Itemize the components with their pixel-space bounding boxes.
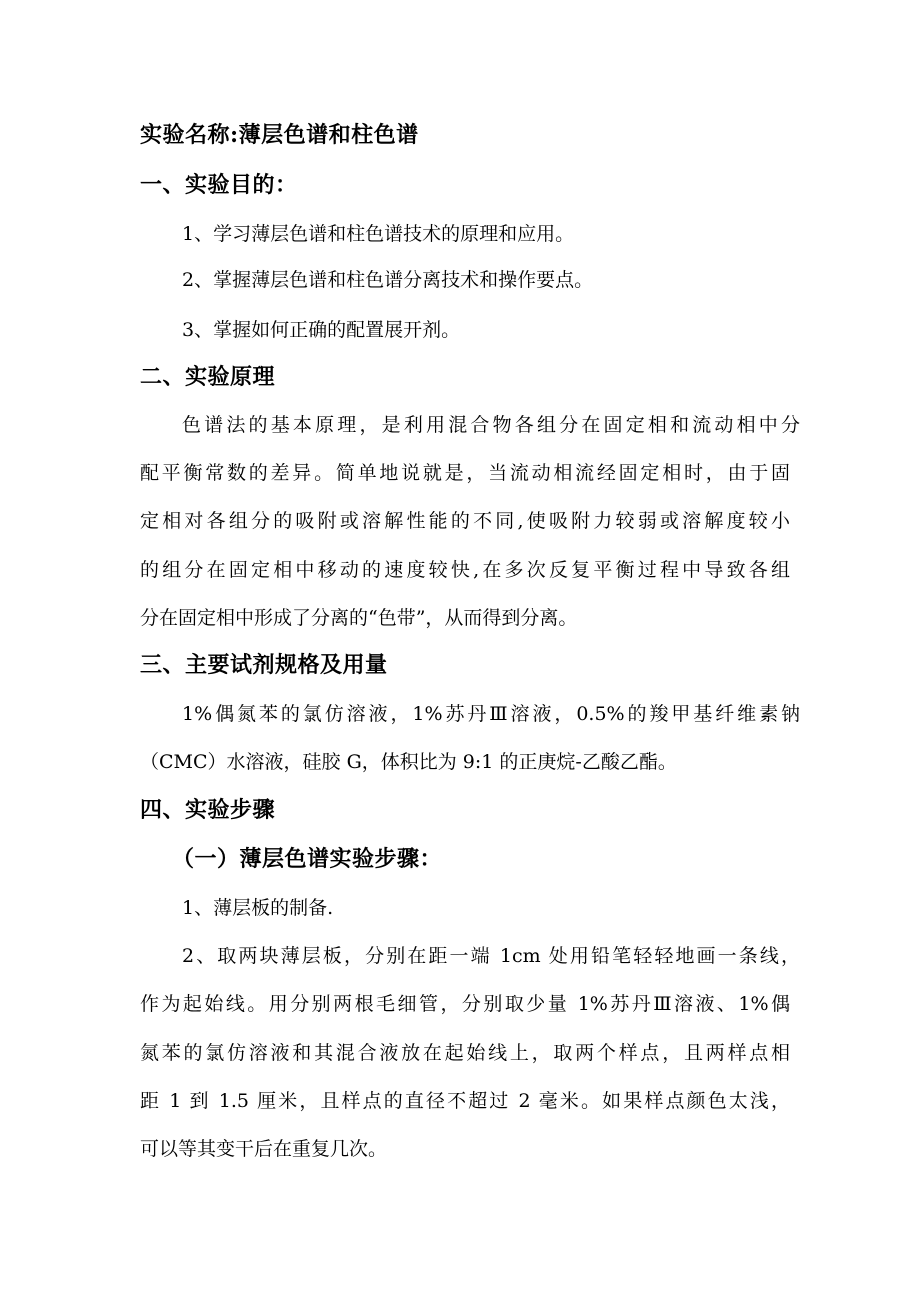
reagents-line: 1%偶氮苯的氯仿溶液，1%苏丹Ⅲ溶液，0.5%的羧甲基纤维素钠 [182, 703, 800, 725]
purpose-item: 2、掌握薄层色谱和柱色谱分离技术和操作要点。 [182, 269, 594, 291]
purpose-item: 3、掌握如何正确的配置展开剂。 [182, 319, 461, 341]
section-heading-steps: 四、实验步骤 [140, 797, 276, 823]
step-2-line: 作为起始线。用分别两根毛细管，分别取少量 1%苏丹Ⅲ溶液、1%偶 [140, 993, 790, 1015]
principle-line: 配平衡常数的差异。简单地说就是，当流动相流经固定相时，由于固 [140, 462, 790, 484]
principle-line: 的组分在固定相中移动的速度较快,在多次反复平衡过程中导致各组 [140, 559, 790, 581]
principle-line: 分在固定相中形成了分离的“色带”，从而得到分离。 [140, 607, 578, 629]
section-heading-reagents: 三、主要试剂规格及用量 [140, 652, 388, 678]
principle-line: 色谱法的基本原理，是利用混合物各组分在固定相和流动相中分 [182, 414, 800, 436]
section-heading-purpose: 一、实验目的： [140, 172, 298, 198]
step-2-line: 2、取两块薄层板，分别在距一端 1cm 处用铅笔轻轻地画一条线， [182, 945, 800, 967]
document-title: 实验名称:薄层色谱和柱色谱 [140, 122, 419, 148]
step-2-line: 可以等其变干后在重复几次。 [140, 1138, 388, 1160]
purpose-item: 1、学习薄层色谱和柱色谱技术的原理和应用。 [182, 223, 575, 245]
reagents-line: （CMC）水溶液，硅胶 G，体积比为 9:1 的正庚烷-乙酸乙酯。 [140, 751, 677, 773]
step-2-line: 氮苯的氯仿溶液和其混合液放在起始线上，取两个样点，且两样点相 [140, 1042, 790, 1064]
step-2-line: 距 1 到 1.5 厘米，且样点的直径不超过 2 毫米。如果样点颜色太浅， [140, 1090, 790, 1112]
step-1: 1、薄层板的制备. [182, 897, 334, 919]
principle-line: 定相对各组分的吸附或溶解性能的不同,使吸附力较弱或溶解度较小 [140, 510, 790, 532]
steps-subheading: （一）薄层色谱实验步骤： [172, 846, 443, 872]
section-heading-principle: 二、实验原理 [140, 364, 276, 390]
